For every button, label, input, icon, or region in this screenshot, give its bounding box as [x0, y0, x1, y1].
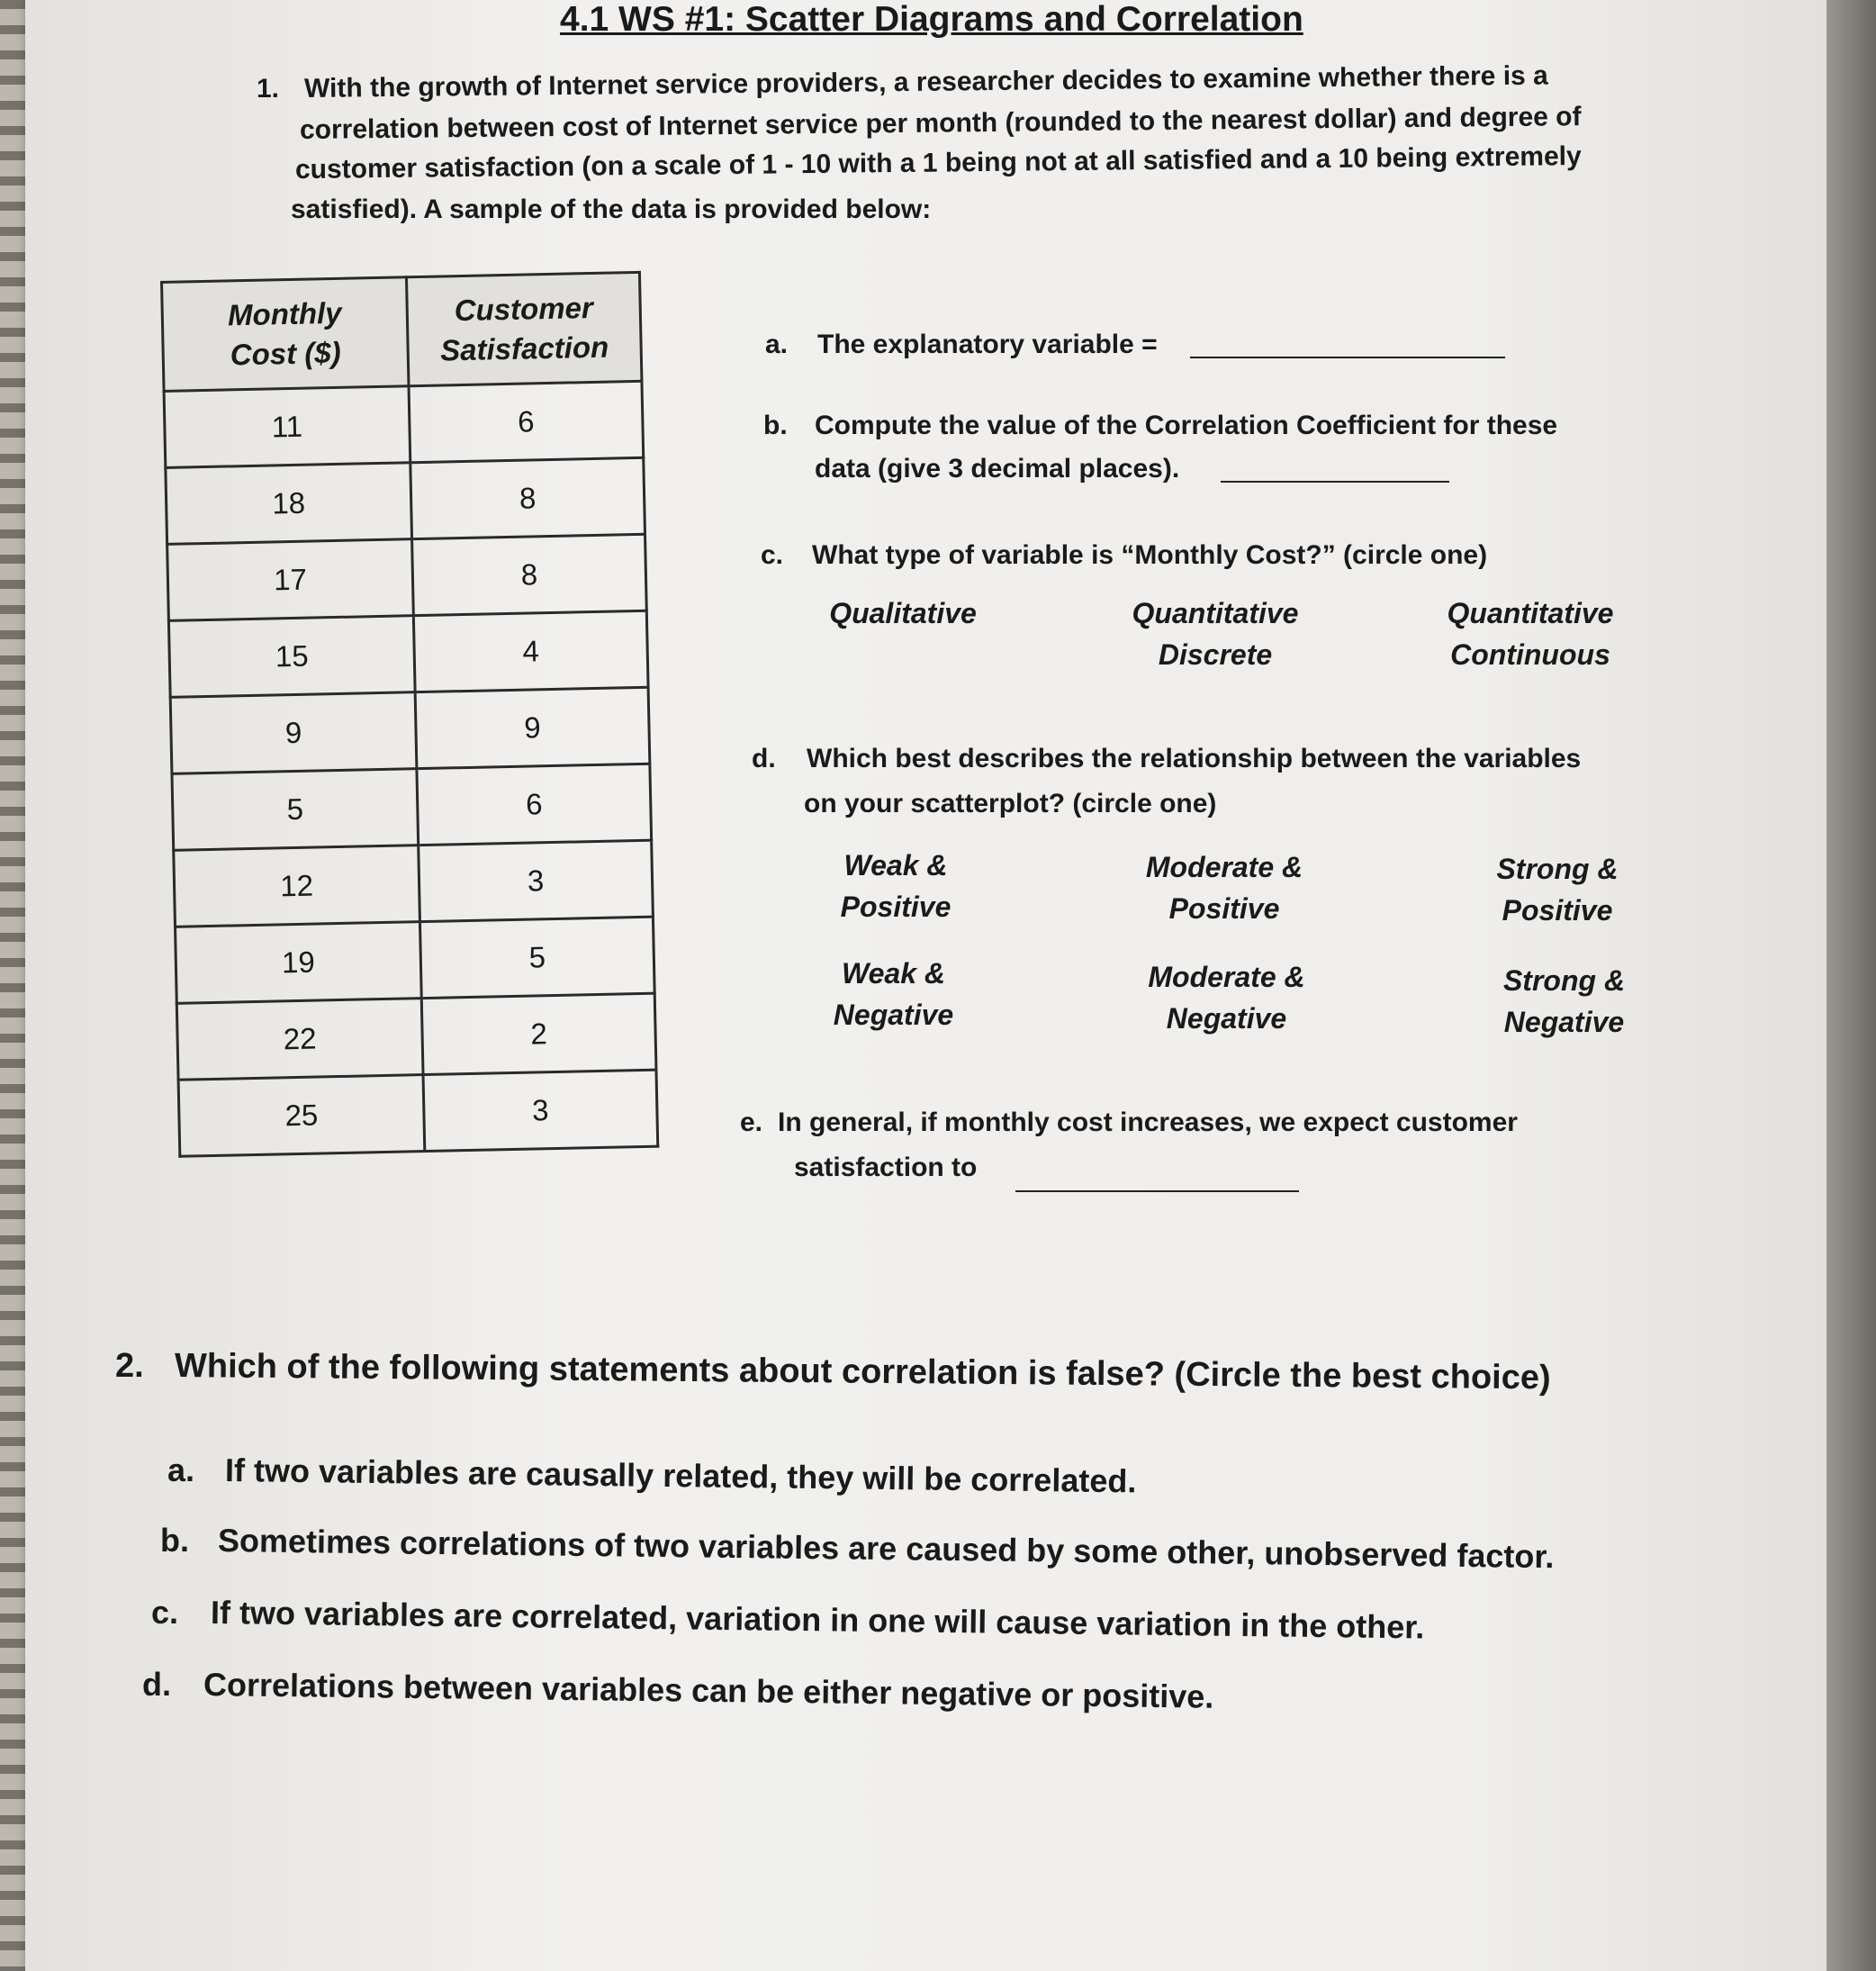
q1d-option-weak-negative[interactable]: Weak & Negative: [833, 957, 954, 1031]
q1c-option-qualitative[interactable]: Qualitative: [829, 597, 977, 629]
satisfaction-cell: 3: [419, 840, 654, 921]
q1e-line-1: In general, if monthly cost increases, we expect customer: [778, 1108, 1518, 1137]
q1a-answer-line[interactable]: [1190, 357, 1505, 358]
q2-answer-c-label: c.: [151, 1594, 179, 1631]
header-monthly-cost: Monthly Cost ($): [162, 277, 409, 392]
q2-answer-b-label: b.: [160, 1522, 189, 1559]
cost-cell: 15: [168, 616, 415, 698]
q2-answer-a-label: a.: [167, 1451, 195, 1488]
q1a-label: a.: [765, 330, 789, 359]
q2-text: Which of the following statements about correlation is false? (Circle the best choice): [174, 1347, 1551, 1397]
q1d-option-moderate-negative[interactable]: Moderate & Negative: [1148, 961, 1305, 1035]
satisfaction-cell: 3: [423, 1070, 658, 1151]
cost-cell: 22: [176, 999, 423, 1080]
q2-answer-c[interactable]: If two variables are correlated, variation in one will cause variation in the other.: [210, 1594, 1425, 1646]
table-row: [166, 457, 645, 544]
q1d-option-weak-positive[interactable]: Weak & Positive: [840, 849, 952, 923]
q1b-line-1: Compute the value of the Correlation Coefficient for these: [815, 411, 1558, 440]
q1-line-1: With the growth of Internet service providers, a researcher decides to examine whether there is a: [303, 60, 1548, 104]
q1d-option-strong-positive[interactable]: Strong & Positive: [1496, 853, 1619, 927]
cost-cell: 18: [166, 463, 412, 545]
q1d-line-2: on your scatterplot? (circle one): [804, 789, 1217, 818]
table-row: [170, 687, 650, 773]
background-edge: [1826, 0, 1876, 1971]
worksheet-title: 4.1 WS #1: Scatter Diagrams and Correlation: [560, 0, 1303, 39]
q1-line-2: correlation between cost of Internet service per month (rounded to the nearest dollar) and degree of: [299, 102, 1582, 145]
q2-answer-a[interactable]: If two variables are causally related, they will be correlated.: [224, 1451, 1137, 1500]
header-customer-satisfaction: Customer Satisfaction: [406, 272, 641, 385]
table-row: [176, 993, 656, 1080]
satisfaction-cell: 9: [415, 687, 650, 768]
q1e-answer-line[interactable]: [1015, 1190, 1299, 1192]
table-row: [174, 840, 654, 927]
satisfaction-cell: 2: [421, 993, 656, 1074]
table-row: [168, 610, 648, 697]
satisfaction-cell: 8: [412, 534, 647, 615]
q1d-option-moderate-positive[interactable]: Moderate & Positive: [1145, 851, 1303, 925]
q2-answer-d-label: d.: [142, 1666, 171, 1703]
satisfaction-cell: 5: [419, 917, 654, 998]
satisfaction-cell: 8: [410, 457, 645, 538]
table-row: [176, 917, 655, 1003]
q2-number: 2.: [115, 1347, 144, 1385]
satisfaction-cell: 6: [409, 381, 644, 462]
q1b-label: b.: [763, 411, 788, 440]
q1b-answer-line[interactable]: [1221, 481, 1449, 483]
q2-answer-b[interactable]: Sometimes correlations of two variables are caused by some other, unobserved factor.: [217, 1522, 1555, 1576]
q1c-option-quantitative-continuous[interactable]: Quantitative Continuous: [1447, 597, 1614, 671]
q1b-line-2: data (give 3 decimal places).: [815, 454, 1180, 484]
cost-cell: 25: [178, 1075, 425, 1157]
table-row: [164, 381, 644, 467]
q1d-label: d.: [752, 744, 776, 773]
q1e-line-2: satisfaction to: [794, 1153, 978, 1182]
cost-cell: 19: [176, 922, 422, 1004]
table-row: [178, 1070, 658, 1156]
q1d-line-1: Which best describes the relationship between the variables: [807, 744, 1582, 773]
q2-answer-d[interactable]: Correlations between variables can be either negative or positive.: [203, 1666, 1214, 1715]
table-row: [167, 534, 647, 620]
q1-line-3: customer satisfaction (on a scale of 1 - 10 with a 1 being not at all satisfied and a 10 being extremely: [294, 141, 1582, 185]
q1c-label: c.: [761, 540, 784, 570]
data-table: [160, 271, 659, 1158]
cost-cell: 12: [174, 845, 420, 927]
q1a-text: The explanatory variable =: [817, 330, 1158, 359]
q1-line-4: satisfied). A sample of the data is provided below:: [291, 194, 932, 224]
cost-cell: 5: [172, 769, 419, 851]
q1c-option-quantitative-discrete[interactable]: Quantitative Discrete: [1132, 597, 1299, 671]
q1c-text: What type of variable is “Monthly Cost?” (circle one): [812, 540, 1488, 570]
cost-cell: 9: [170, 692, 417, 774]
cost-cell: 17: [167, 539, 414, 621]
table-header-row: [162, 272, 642, 391]
q1d-option-strong-negative[interactable]: Strong & Negative: [1502, 964, 1626, 1038]
q1-number: 1.: [257, 74, 280, 104]
satisfaction-cell: 6: [417, 764, 652, 845]
cost-cell: 11: [164, 386, 410, 468]
satisfaction-cell: 4: [413, 610, 648, 692]
q1e-label: e.: [740, 1108, 763, 1137]
table-row: [172, 764, 652, 850]
